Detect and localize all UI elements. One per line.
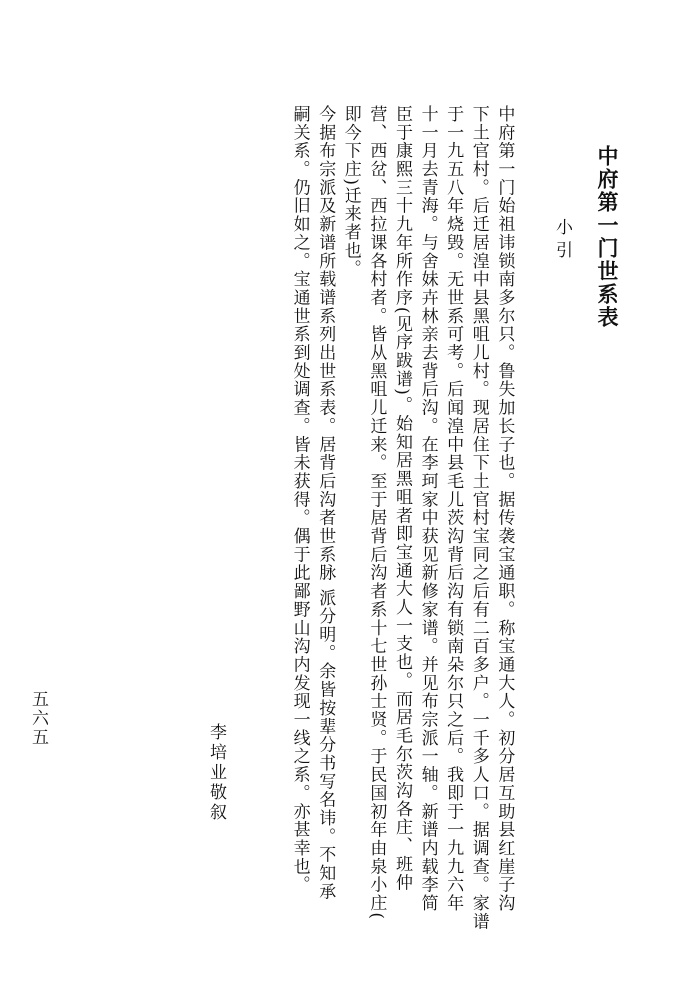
text-line: 营、西岔、西拉课各村者。皆从黑咀儿迁来。至于居背后沟者系十七世孙士贤。于民国初年由泉小庄( (366, 105, 387, 921)
text-line: 中府第一门始祖讳锁南多尔只。鲁失加长子也。据传袭宝通职。称宝通大人。初分居互助县红崖子沟 (494, 105, 515, 913)
text-line: 即今下庄)迁来者也。 (340, 105, 361, 279)
body-text (286, 105, 516, 931)
page-title: 中府第一门世系表 (595, 145, 619, 329)
text-line: 下土官村。后迁居湟中县黑咀儿村。现居住下土官村宝同之后有二百多户。一千多人口。据调查。家谱 (468, 105, 489, 931)
text-line: 嗣关系。仍旧如之。宝通世系到处调查。皆未获得。偶于此鄙野山沟内发现一线之系。亦甚幸也。 (289, 105, 310, 895)
text-line: 臣于康熙三十九年所作序(见序跋谱)。始知居黑咀者即宝通大人一支也。而居毛尔茨沟各庄、班仲 (391, 105, 412, 892)
text-line: 于一九五八年烧毁。无世系可考。后闻湟中县毛儿茨沟背后沟有锁南朵尔只之后。我即于一九九六年 (443, 105, 464, 913)
text-line: 十一月去青海。与舍妹卉林亲去背后沟。在李珂家中获见新修家谱。并见布宗派一轴。新谱内载李简 (417, 105, 438, 913)
page-number: 五六五 (28, 690, 48, 747)
section-subtitle: 小引 (552, 218, 572, 264)
author-signature: 李培业敬叙 (206, 723, 226, 823)
text-line: 今据布宗派及新谱所载谱系列出世系表。居背后沟者世系脉 派分明。余皆按辈分书写名讳。不知承 (315, 105, 336, 901)
